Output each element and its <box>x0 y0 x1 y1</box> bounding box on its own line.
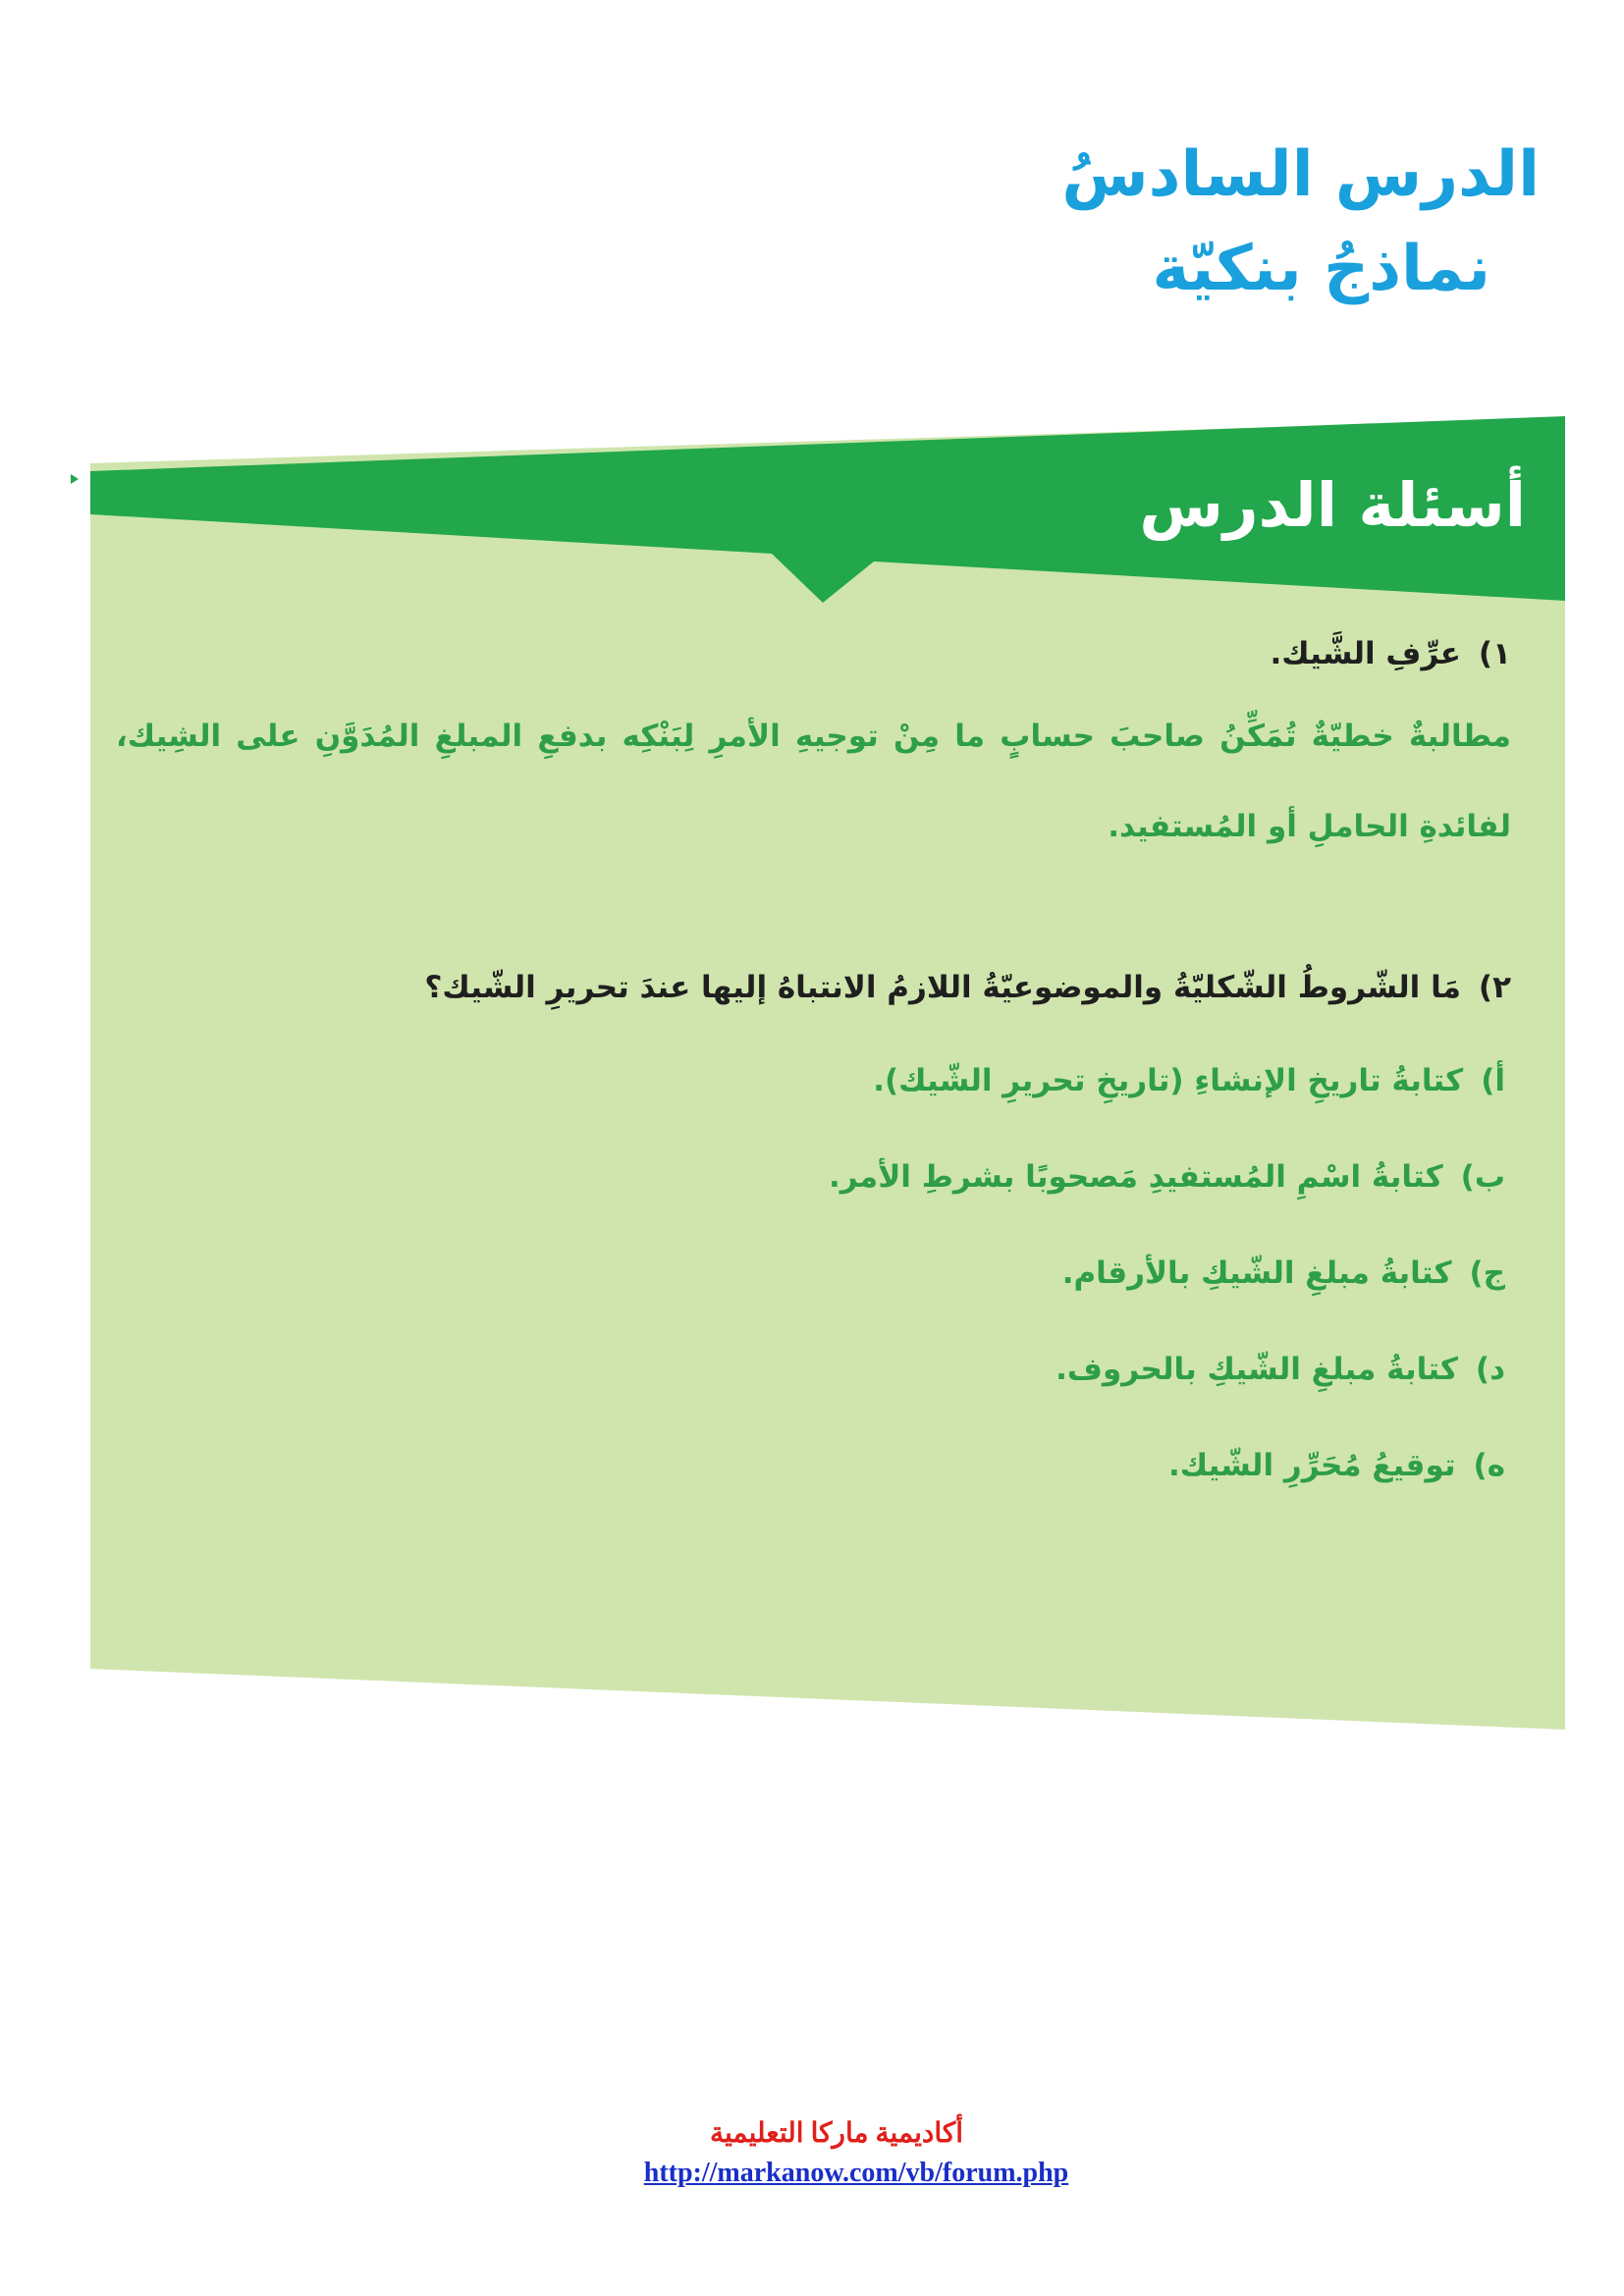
question-number: ٢) <box>1478 970 1511 1005</box>
option-item <box>116 1225 1511 1321</box>
option-item <box>116 1129 1511 1225</box>
lesson-subtitle: نماذجُ بنكيّة <box>1152 233 1490 305</box>
lesson-title: الدرس السادسُ <box>1061 138 1540 211</box>
option-text: كتابةُ مبلغِ الشّيكِ بالحروف. <box>1056 1352 1458 1387</box>
bullet-marker-icon <box>71 474 79 484</box>
option-text: كتابةُ مبلغِ الشّيكِ بالأرقام. <box>1061 1255 1452 1291</box>
footer <box>0 2114 1624 2193</box>
answer-1: مطالبةٌ خطيّةٌ تُمَكِّنُ صاحبَ حسابٍ ما مِنْ توجيهِ الأمرِ لِبَنْكِه بدفعِ المبلغِ المُدَوَّنِ على الشِيك، لفائدةِ الحاملِ أو المُستفيد. <box>116 719 1511 844</box>
option-item <box>116 1321 1511 1417</box>
option-text: توقيعُ مُحَرِّرِ الشّيك. <box>1167 1448 1456 1483</box>
option-letter: د) <box>1475 1352 1505 1387</box>
question-number: ١) <box>1478 636 1511 671</box>
option-letter: ب) <box>1460 1159 1505 1195</box>
question-2 <box>116 962 1511 1013</box>
option-item <box>116 1033 1511 1129</box>
questions-list <box>116 628 1511 1514</box>
option-letter: ه) <box>1473 1448 1505 1483</box>
option-letter: ج) <box>1469 1255 1505 1291</box>
option-text: كتابةُ اسْمِ المُستفيدِ مَصحوبًا بشرطِ الأمر. <box>828 1159 1443 1195</box>
footer-forum-link[interactable]: http://markanow.com/vb/forum.php <box>643 2158 1069 2188</box>
footer-academy-name: أكاديمية ماركا التعليمية <box>709 2118 964 2149</box>
option-text: كتابةُ تاريخِ الإنشاءِ (تاريخِ تحريرِ الشّيك). <box>873 1063 1464 1098</box>
option-letter: أ) <box>1481 1063 1505 1098</box>
section-title: أسئلة الدرس <box>1139 469 1526 541</box>
question-text: مَا الشّروطُ الشّكليّةُ والموضوعيّةُ اللازمُ الانتباهُ إليها عندَ تحريرِ الشّيك؟ <box>424 970 1461 1005</box>
question-text: عرِّفِ الشَّيك. <box>1270 636 1461 671</box>
question-1 <box>116 628 1511 679</box>
option-item <box>116 1417 1511 1514</box>
